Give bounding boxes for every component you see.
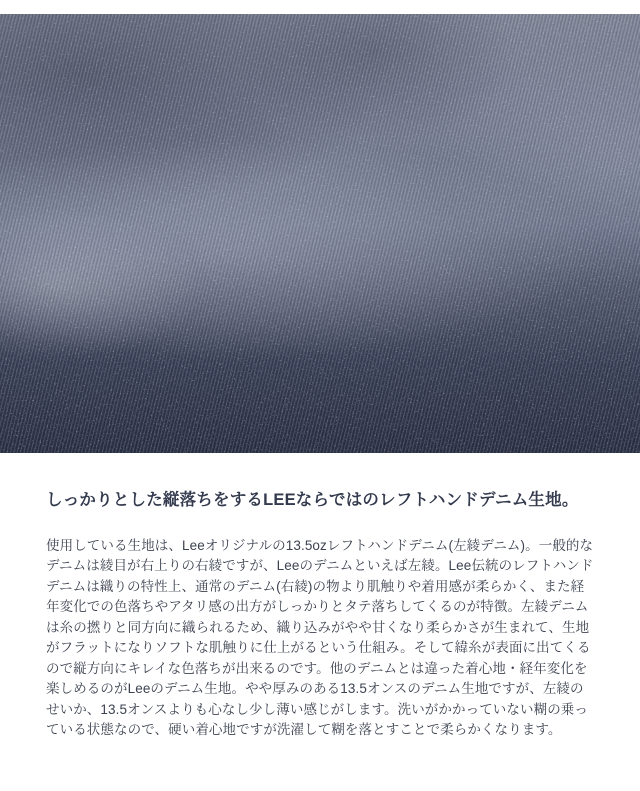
- denim-fabric-photo-canvas: [0, 14, 640, 453]
- description-content: [0, 490, 640, 741]
- product-description-section: [0, 14, 640, 791]
- section-body-text: 使用している生地は、Leeオリジナルの13.5ozレフトハンドデニム(左綾デニム)。一般的なデニムは綾目が右上りの右綾ですが、Leeのデニムといえば左綾。Lee伝統のレフトハンドデニムは織りの特性上、通常のデニム(右綾)の物より肌触りや着用感が柔らかく、また経年変化での色落ちやアタリ感の出方がしっかりとタテ落ちしてくるのが特徴。左綾デニムは糸の撚りと同方向に織られるため、織り込みがやや甘くなり柔らかさが生まれて、生地がフラットになりソフトな肌触りに仕上がるという仕組み。そして緯糸が表面に出てくるので縦方向にキレイな色落ちが出来るのです。他のデニムとは違った着心地・経年変化を楽しめるのがLeeのデニム生地。やや厚みのある13.5オンスのデニム生地ですが、左綾のせいか、13.5オンスよりも心なし少し薄い感じがします。洗いがかかっていない糊の乗っている状態なので、硬い着心地ですが洗濯して糊を落とすことで柔らかくなります。: [46, 537, 594, 738]
- denim-fabric-photo: [0, 14, 640, 453]
- section-heading: しっかりとした縦落ちをするLEEならではのレフトハンドデニム生地。: [46, 491, 579, 509]
